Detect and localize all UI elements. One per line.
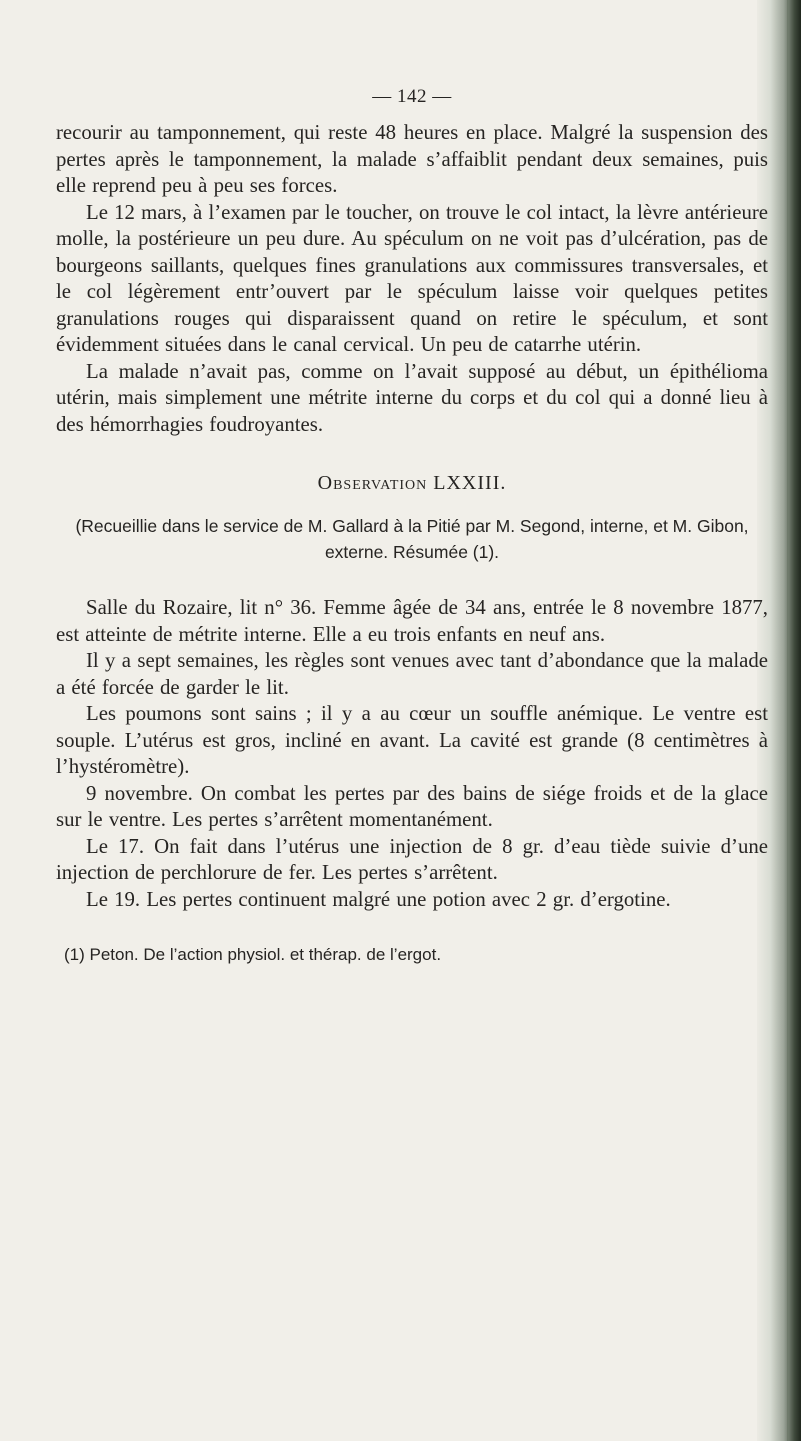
observation-subtitle: (Recueillie dans le service de M. Gallard à la Pitié par M. Segond, interne, et M. Gibon, externe. Résumée (1). <box>75 516 749 562</box>
paragraph: Il y a sept semaines, les règles sont venues avec tant d’abondance que la malade a été forcée de garder le lit. <box>56 649 768 699</box>
observation-title: Observation LXXIII. <box>317 472 507 494</box>
paragraph: 9 novembre. On combat les pertes par des bains de siége froids et de la glace sur le ventre. Les pertes s’arrêtent momentanément. <box>56 781 768 831</box>
page-edge-line <box>787 0 789 1441</box>
paragraph: La malade n’avait pas, comme on l’avait supposé au début, un épithélioma utérin, mais simplement une métrite interne du corps et du col qui a donné lieu à des hémorrhagies foudroyantes. <box>56 359 768 436</box>
paragraph: recourir au tamponnement, qui reste 48 heures en place. Malgré la suspension des pertes après le tamponnement, la malade s’affaiblit pendant deux semaines, puis elle reprend peu à peu ses forces. <box>56 121 768 197</box>
paragraph: Salle du Rozaire, lit n° 36. Femme âgée de 34 ans, entrée le 8 novembre 1877, est atteinte de métrite interne. Elle a eu trois enfants en neuf ans. <box>56 596 768 646</box>
paragraph: Les poumons sont sains ; il y a au cœur un souffle anémique. Le ventre est souple. L’utérus est gros, incliné en avant. La cavité est grande (8 centimètres à l’hystéromètre). <box>56 702 768 778</box>
paragraph: Le 19. Les pertes continuent malgré une potion avec 2 gr. d’ergotine. <box>86 887 671 911</box>
footnote: (1) Peton. De l’action physiol. et thérap. de l’ergot. <box>64 945 442 964</box>
paragraph: Le 17. On fait dans l’utérus une injection de 8 gr. d’eau tiède suivie d’une injection de perchlorure de fer. Les pertes s’arrêtent. <box>56 834 768 884</box>
page-number: — 142 — <box>372 86 452 107</box>
text-block <box>56 82 768 967</box>
paragraph: Le 12 mars, à l’examen par le toucher, on trouve le col intact, la lèvre antérieure molle, la postérieure un peu dure. Au spéculum on ne voit pas d’ulcération, pas de bourgeons saillants, quelques fines granulations aux commissures transversales, et le col légèrement entr’ouvert par le spéculum laisse voir quelques petites granulations rouges qui disparaissent quand on retire le spéculum, et sont évidemment situées dans le canal cervical. Un peu de catarrhe utérin. <box>56 200 768 356</box>
